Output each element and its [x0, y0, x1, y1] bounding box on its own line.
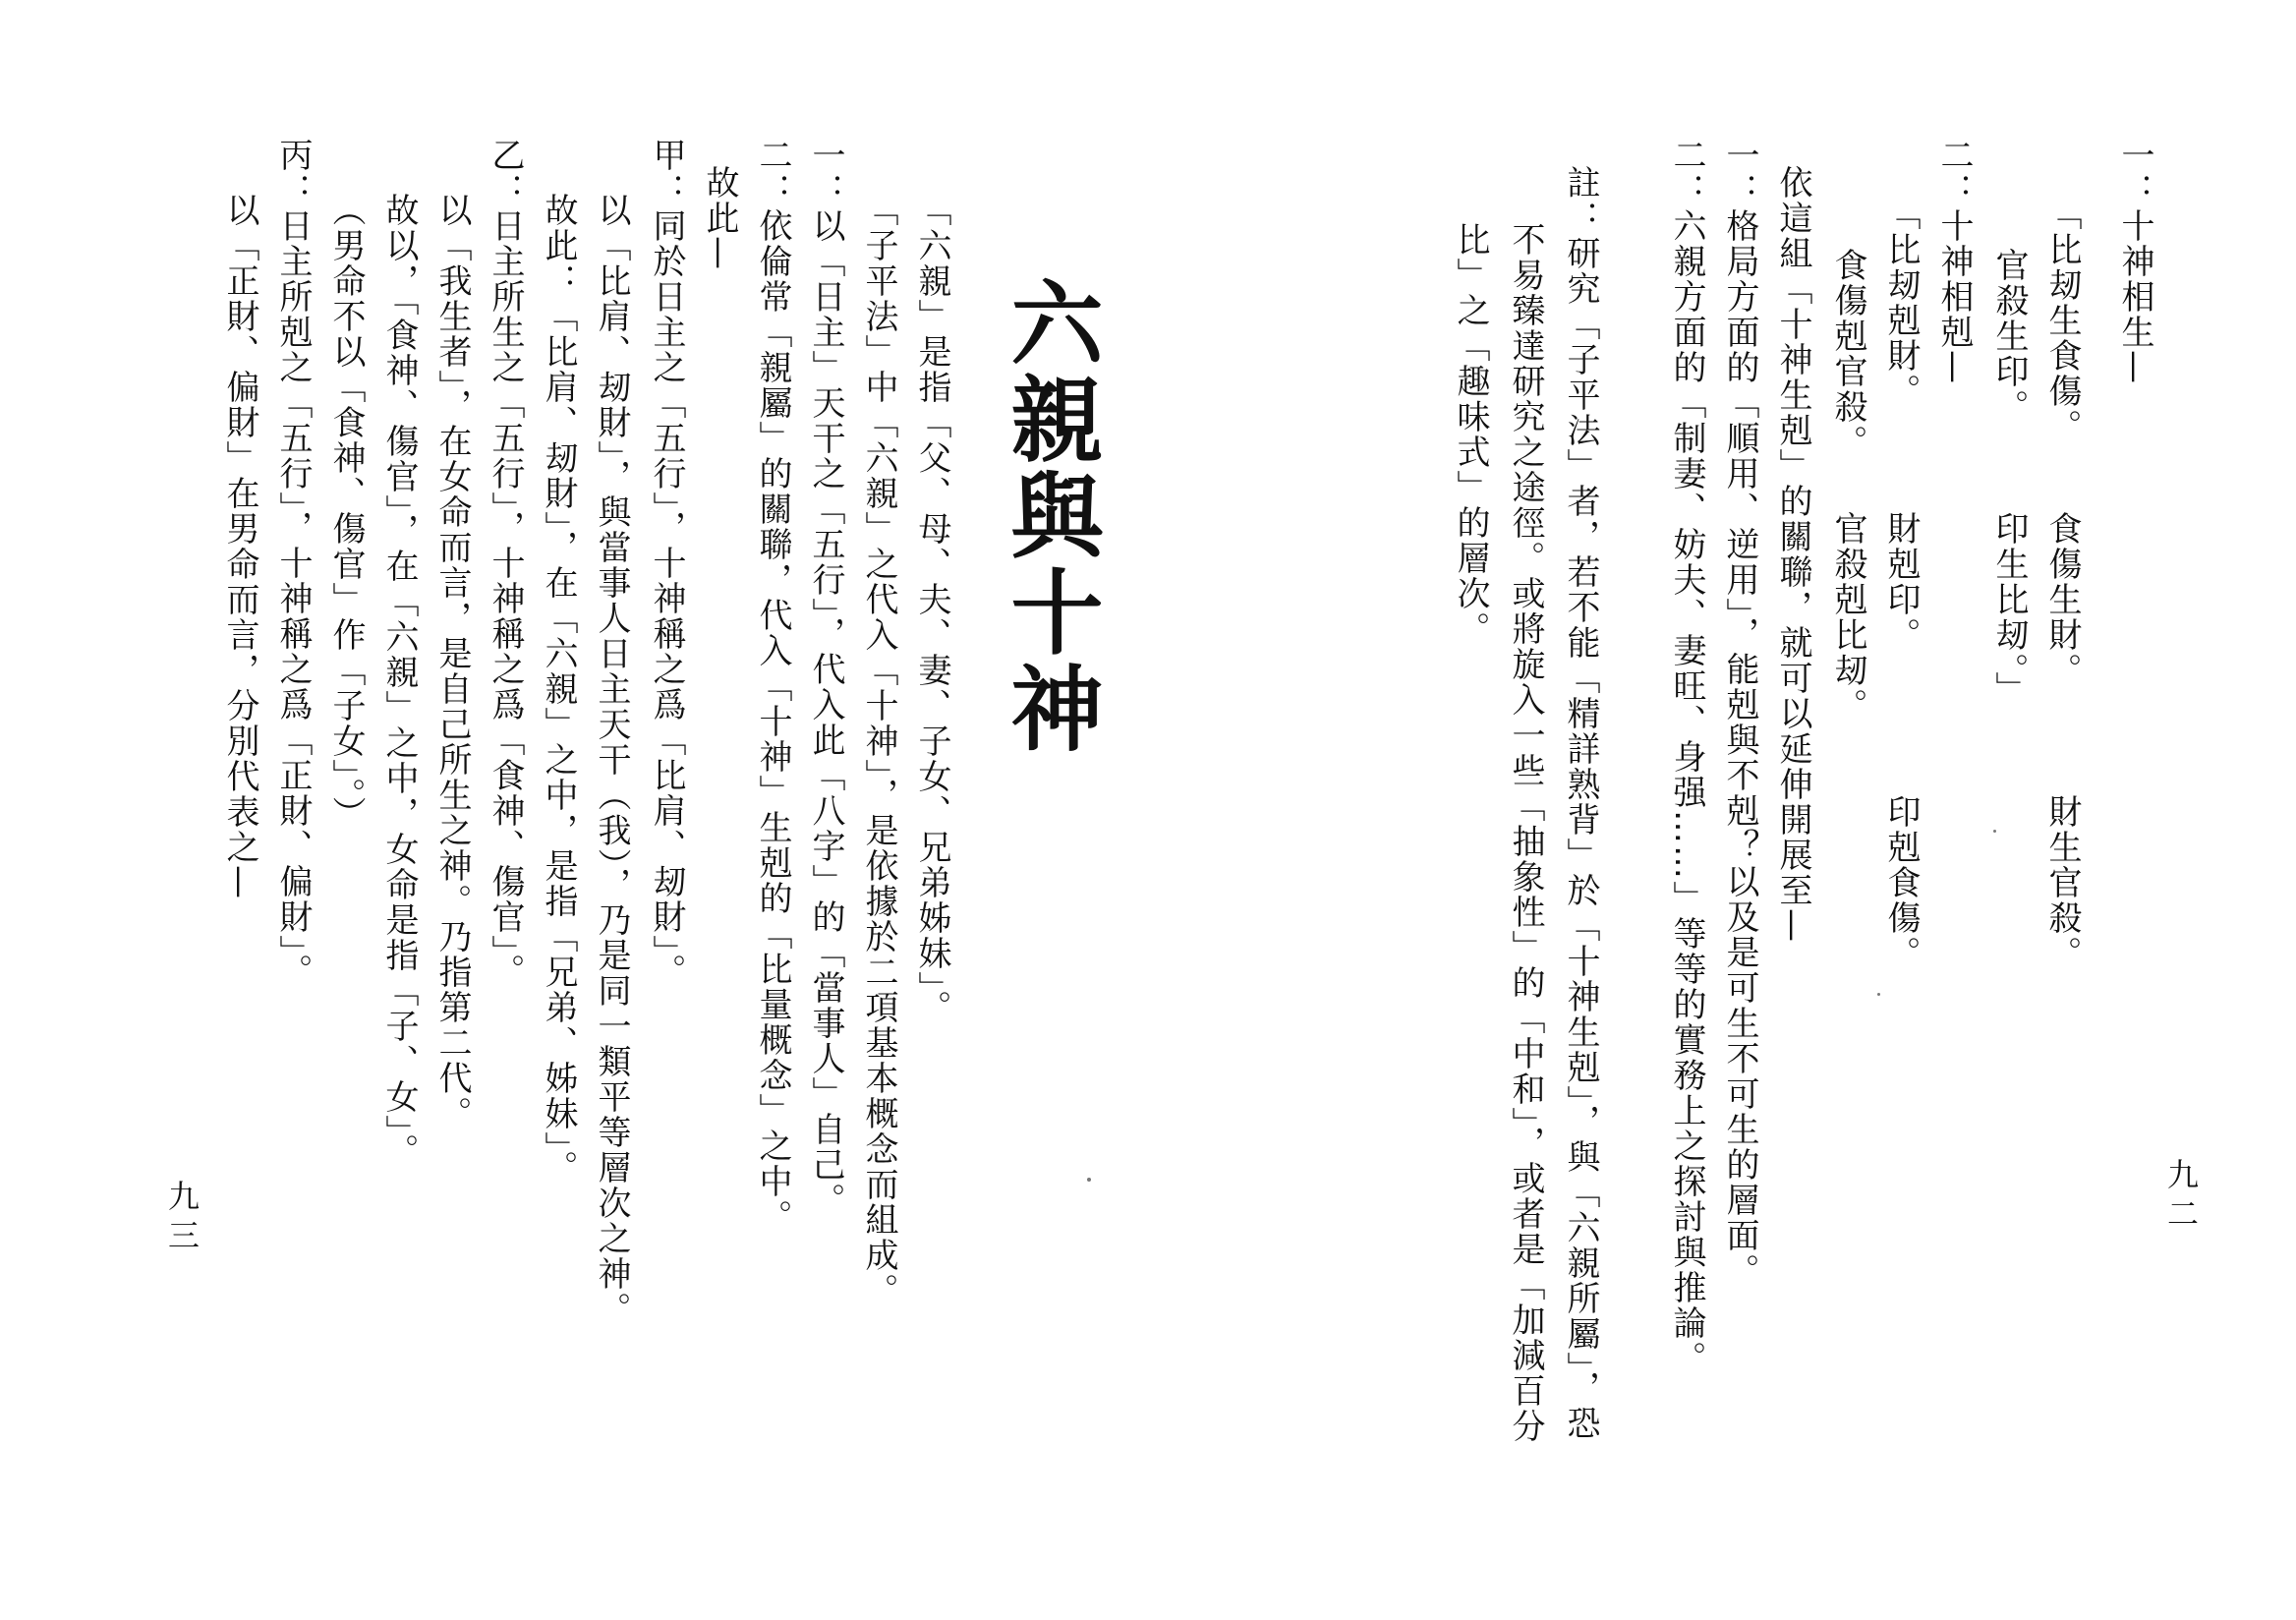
right-page-text-column: 食傷生財。 — [2042, 511, 2082, 688]
right-page-text-column: 食傷剋官殺。 — [1828, 248, 1867, 460]
left-page-text-column: 故此：「比肩、刼財」，在「六親」之中，是指「兄弟、姊妹」。 — [539, 193, 578, 1186]
page-title: 六親與十神 — [995, 275, 1103, 757]
left-page-text-column: 「六親」是指「父、母、夫、妻、子女、兄弟姊妹」。 — [912, 193, 951, 1025]
right-page-text-column: 財生官殺。 — [2042, 794, 2082, 971]
left-page-text-column: 以「比肩、刼財」，與當事人日主天干（我），乃是同一類平等層次之神。 — [592, 193, 631, 1327]
right-page-text-column: 「比刼生食傷。 — [2042, 197, 2082, 444]
right-page-text-column: 比」之「趣味式」的層次。 — [1451, 222, 1490, 647]
page-number-right: 九二 — [2162, 1158, 2200, 1237]
scan-speck — [1877, 993, 1880, 996]
left-page-text-column: 丙：日主所剋之「五行」，十神稱之爲「正財、偏財」。 — [273, 138, 313, 989]
right-page-text-column: 「比刼剋財。 — [1881, 197, 1921, 409]
left-page-text-column: 甲：同於日主之「五行」，十神稱之爲「比肩、刼財」。 — [647, 138, 686, 989]
left-page-text-column: 「子平法」中「六親」之代入「十神」，是依據於二項基本概念而組成。 — [859, 193, 898, 1308]
left-page-text-column: 一：以「日主」天干之「五行」，代入此「八字」的「當事人」自己。 — [806, 138, 845, 1218]
right-page-text-column: 二：六親方面的「制妻、妨夫、妻旺、身强……」等等的實務上之探討與推論。 — [1667, 138, 1706, 1376]
right-page-text-column: 官殺剋比刼。 — [1828, 511, 1867, 723]
right-page-text-column: 註：研究「子平法」者，若不能「精詳熟背」於「十神生剋」，與「六親所屬」，恐 — [1561, 165, 1600, 1441]
scan-speck — [1087, 1178, 1091, 1182]
left-page-text-column: 以「我生者」，在女命而言，是自己所生之神。乃指第二代。 — [432, 193, 472, 1131]
left-page-text-column: 乙：日主所生之「五行」，十神稱之爲「食神、傷官」。 — [486, 138, 525, 989]
right-page-text-column: 財剋印。 — [1881, 511, 1921, 653]
left-page-text-column: 故以，「食神、傷官」，在「六親」之中，女命是指「子、女」。 — [379, 193, 419, 1169]
right-page-text-column: 一：十神相生— — [2115, 138, 2154, 385]
scan-speck — [1993, 830, 1996, 833]
page-number-left: 九三 — [163, 1180, 201, 1258]
left-page-text-column: 二：依倫常「親屬」的關聯，代入「十神」生剋的「比量概念」之中。 — [753, 138, 792, 1235]
right-page-text-column: 官殺生印。 — [1989, 248, 2029, 425]
right-page-text-column: 依這組「十神生剋」的關聯，就可以延伸開展至— — [1773, 165, 1812, 944]
right-page-text-column: 不易臻達研究之途徑。或將旋入一些「抽象性」的「中和」，或者是「加減百分 — [1506, 222, 1545, 1444]
left-page-text-column: 故此— — [700, 165, 739, 271]
right-page-text-column: 二：十神相剋— — [1934, 138, 1974, 385]
left-page-text-column: （男命不以「食神、傷官」作「子女」。） — [326, 193, 366, 832]
right-page-text-column: 一：格局方面的「順用、逆用」，能剋與不剋？以及是可生不可生的層面。 — [1720, 138, 1759, 1289]
right-page-text-column: 印剋食傷。 — [1881, 794, 1921, 971]
right-page-text-column: 印生比刼。」 — [1989, 511, 2029, 707]
left-page-text-column: 以「正財、偏財」在男命而言，分別代表之— — [220, 193, 259, 900]
